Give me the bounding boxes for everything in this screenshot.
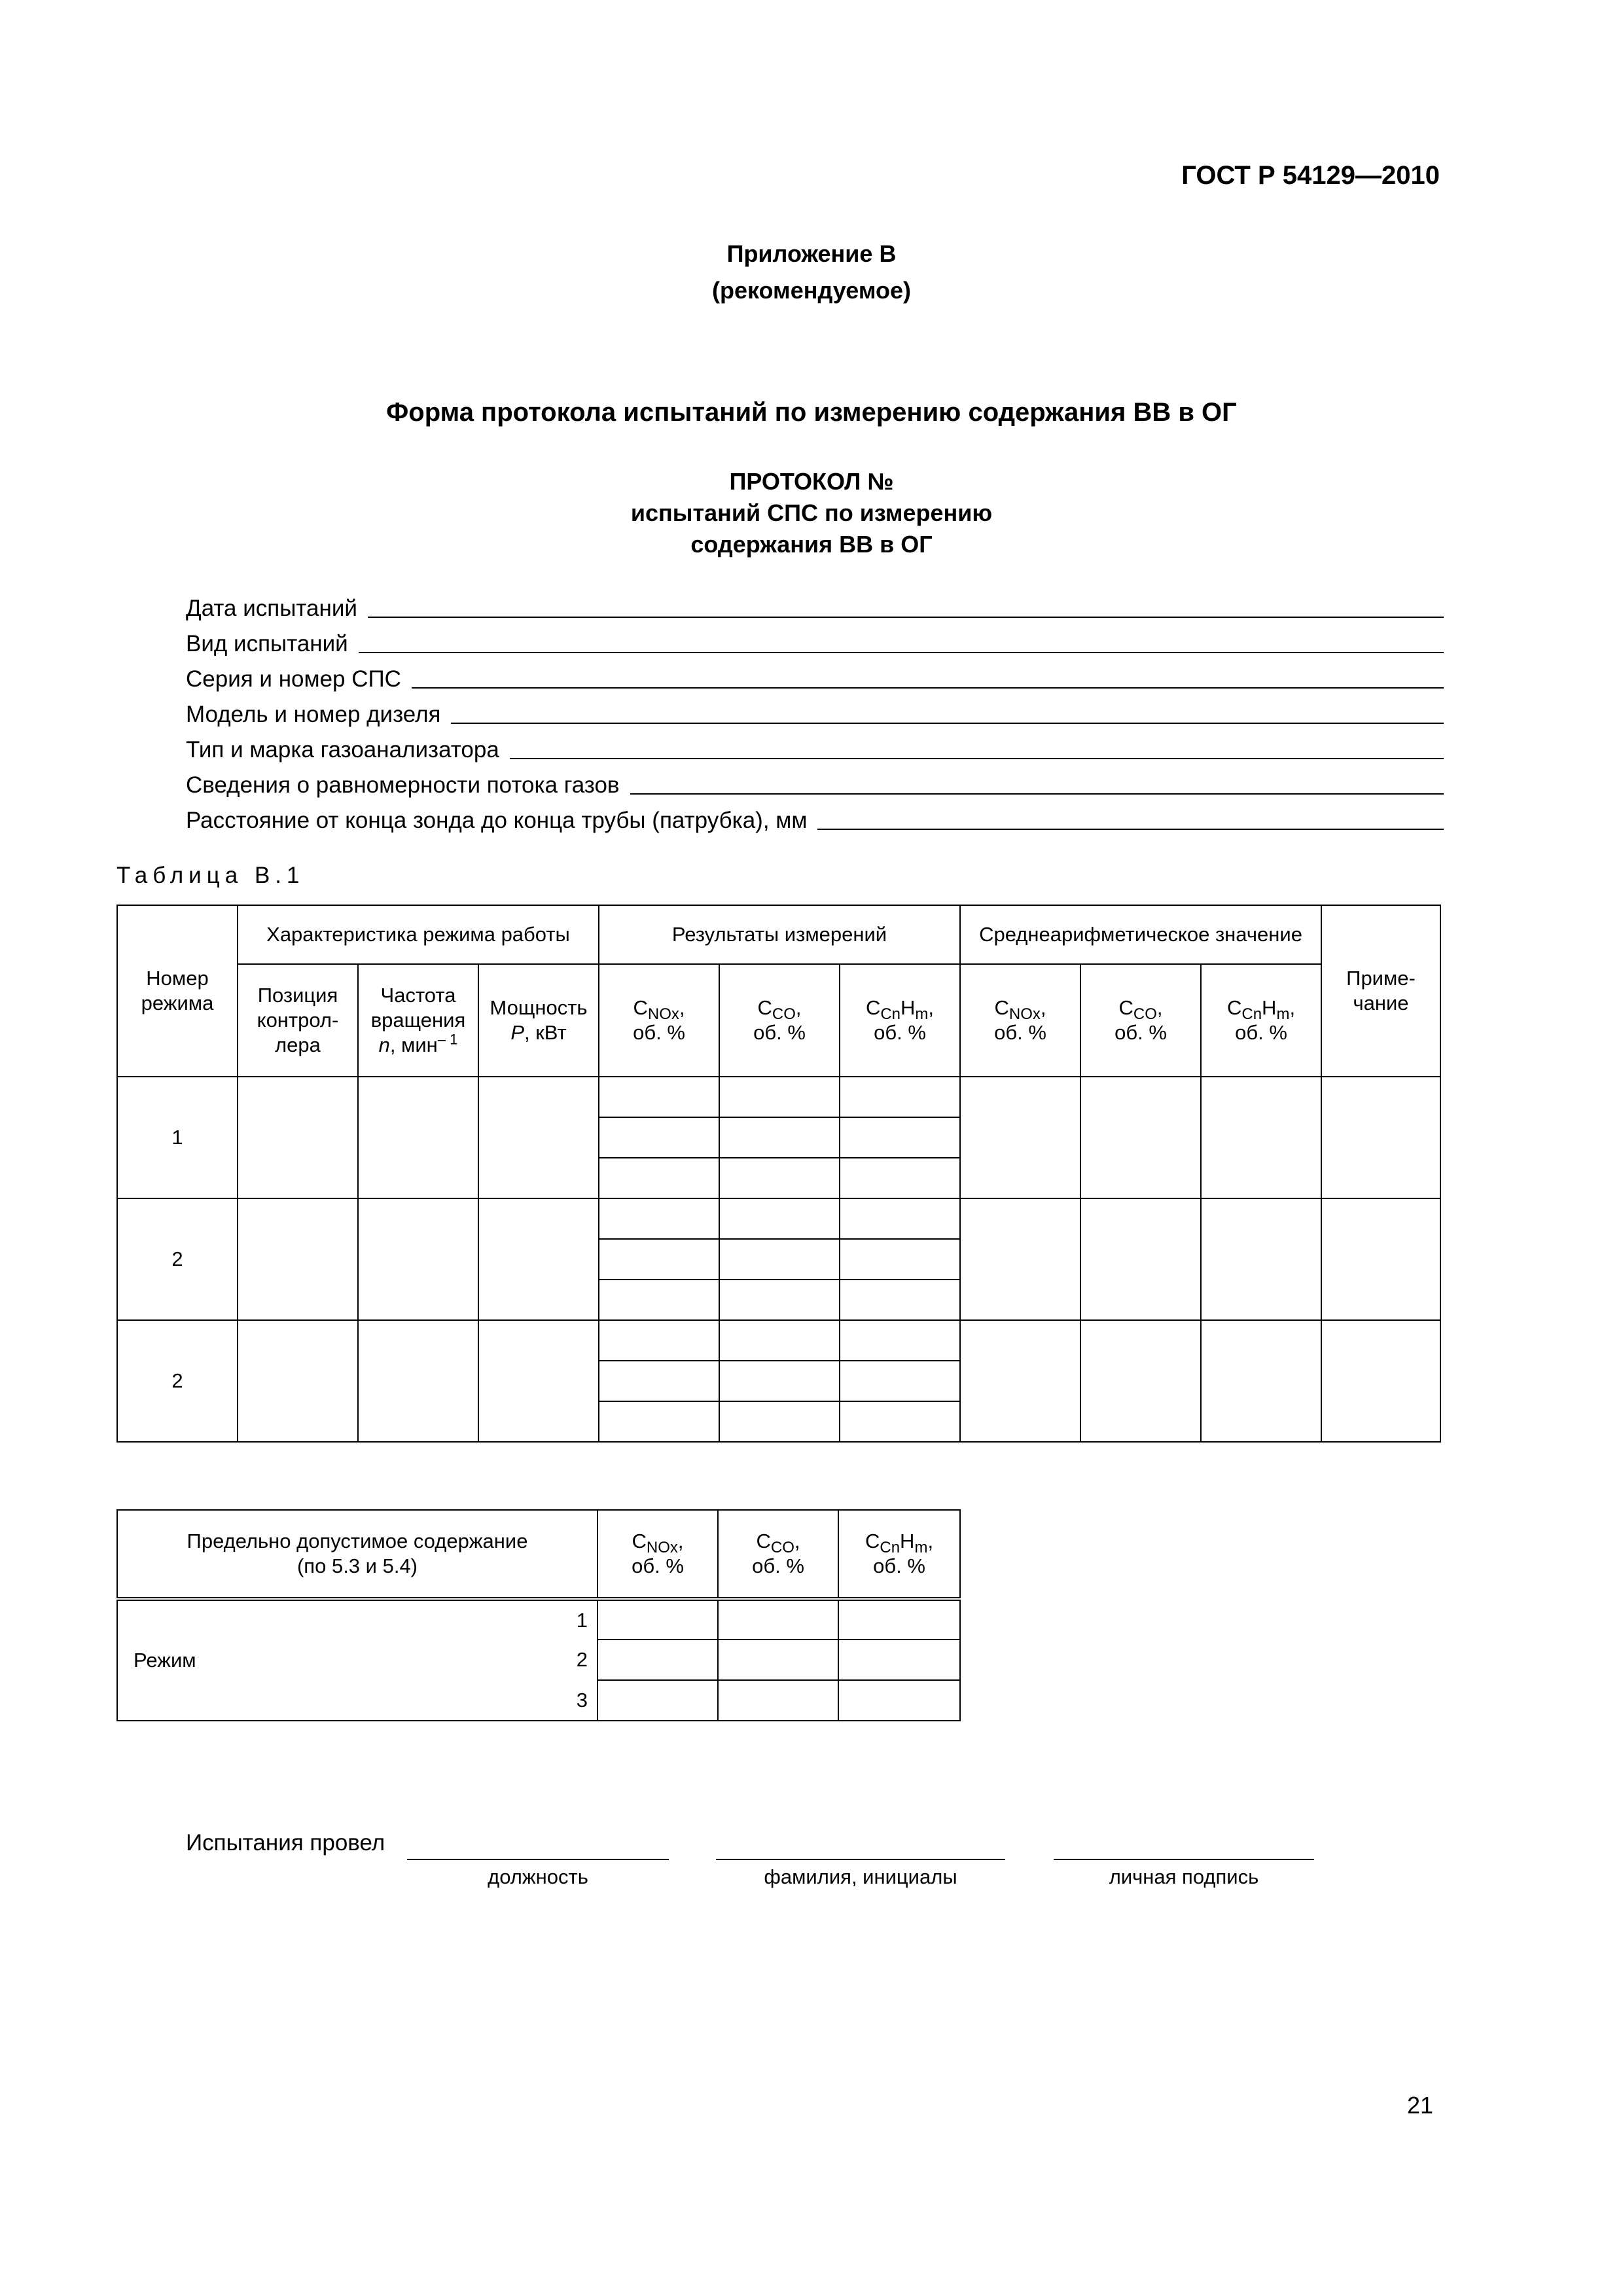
field-label: Вид испытаний <box>186 631 348 656</box>
cell[interactable] <box>597 1640 718 1680</box>
cell[interactable] <box>838 1680 960 1721</box>
field-test-type <box>186 622 1444 657</box>
nox-sub: NOx <box>1008 1005 1041 1024</box>
appendix-title: Приложение В <box>726 240 897 267</box>
cell[interactable] <box>840 1361 960 1401</box>
field-probe-distance <box>186 798 1444 834</box>
header-c-nox <box>599 964 719 1077</box>
cell[interactable] <box>1080 1320 1201 1442</box>
comma: , <box>677 1530 684 1552</box>
header-permissible-content <box>117 1510 597 1599</box>
nox-sub: NOx <box>647 1005 679 1024</box>
header-avg-c-cnhm <box>1201 964 1321 1077</box>
comma: , <box>1040 996 1046 1019</box>
cell[interactable] <box>599 1239 719 1280</box>
header-mode-characteristics: Характеристика режима работы <box>238 905 599 964</box>
m-sub: m <box>915 1005 929 1024</box>
comma: , <box>794 1530 800 1552</box>
cell[interactable] <box>718 1680 838 1721</box>
protocol-line-2: испытаний СПС по измерению <box>630 499 993 526</box>
protocol-line-3: содержания ВВ в ОГ <box>690 531 933 558</box>
cell[interactable] <box>718 1599 838 1640</box>
cell[interactable] <box>238 1320 358 1442</box>
header-c-co <box>719 964 840 1077</box>
cell[interactable] <box>599 1158 719 1198</box>
cell[interactable] <box>719 1077 840 1117</box>
cell[interactable] <box>1321 1198 1440 1320</box>
cell[interactable] <box>838 1640 960 1680</box>
name-line[interactable] <box>716 1857 1005 1860</box>
cell[interactable] <box>960 1077 1080 1198</box>
cell[interactable] <box>840 1280 960 1320</box>
cell[interactable] <box>960 1320 1080 1442</box>
co-sub: CO <box>1133 1005 1157 1024</box>
symbol-p: P <box>510 1021 525 1044</box>
fill-line[interactable] <box>510 732 1444 759</box>
form-title: Форма протокола испытаний по измерению содержания ВВ в ОГ <box>386 398 1237 427</box>
header-c-co <box>718 1510 838 1599</box>
cell[interactable] <box>478 1320 599 1442</box>
field-test-date <box>186 586 1444 622</box>
field-flow-uniformity <box>186 763 1444 798</box>
cell[interactable] <box>599 1280 719 1320</box>
comma: , <box>1156 996 1163 1019</box>
cell[interactable] <box>599 1361 719 1401</box>
c-letter: C <box>756 1530 771 1552</box>
cell[interactable] <box>358 1077 478 1198</box>
cell[interactable] <box>719 1320 840 1361</box>
fill-line[interactable] <box>368 590 1444 618</box>
cn-sub: Cn <box>1241 1005 1262 1024</box>
cell[interactable] <box>1080 1077 1201 1198</box>
fill-line[interactable] <box>412 661 1444 689</box>
cell[interactable] <box>599 1077 719 1117</box>
header-avg-c-co <box>1080 964 1201 1077</box>
cell[interactable] <box>478 1077 599 1198</box>
appendix-heading <box>0 236 1623 309</box>
cell[interactable] <box>599 1320 719 1361</box>
header-avg-c-nox <box>960 964 1080 1077</box>
nox-sub: NOx <box>646 1539 678 1557</box>
comma: , <box>795 996 802 1019</box>
cell[interactable] <box>238 1198 358 1320</box>
mode-number: 1 <box>477 1599 597 1640</box>
header-line-1: Предельно допустимое содержание <box>187 1530 528 1552</box>
signature-line[interactable] <box>1054 1857 1314 1860</box>
sign-caption: личная подпись <box>1109 1865 1259 1888</box>
c-letter: C <box>1118 996 1133 1019</box>
page-number: 21 <box>1406 2092 1433 2119</box>
fill-line[interactable] <box>817 802 1444 830</box>
cell[interactable] <box>718 1640 838 1680</box>
cell[interactable] <box>840 1117 960 1158</box>
cn-sub: Cn <box>880 1539 901 1557</box>
comma: , <box>928 996 935 1019</box>
cell[interactable] <box>1321 1320 1440 1442</box>
header-note: Приме-чание <box>1321 905 1440 1077</box>
m-sub: m <box>914 1539 928 1557</box>
mode-number: 3 <box>477 1680 597 1721</box>
symbol-n: n <box>378 1033 390 1056</box>
unit-text: , кВт <box>524 1021 567 1044</box>
fill-line[interactable] <box>359 626 1444 653</box>
cell[interactable] <box>358 1320 478 1442</box>
table-row <box>117 1599 960 1640</box>
co-sub: CO <box>770 1539 794 1557</box>
field-label: Модель и номер дизеля <box>186 702 441 727</box>
cell[interactable] <box>1201 1077 1321 1198</box>
cn-sub: Cn <box>880 1005 901 1024</box>
table-row <box>117 1320 1440 1361</box>
header-controller-position: Позиция контрол-лера <box>238 964 358 1077</box>
co-sub: CO <box>772 1005 796 1024</box>
name-caption: фамилия, инициалы <box>764 1865 957 1888</box>
m-sub: m <box>1276 1005 1290 1024</box>
unit: об. % <box>1235 1021 1287 1044</box>
cell[interactable] <box>840 1077 960 1117</box>
comma: , <box>679 996 685 1019</box>
header-power-label: Мощность <box>490 996 588 1019</box>
unit: об. % <box>874 1021 926 1044</box>
header-average-value: Среднеарифметическое значение <box>960 905 1321 964</box>
h-letter: H <box>1262 996 1277 1019</box>
header-power <box>478 964 599 1077</box>
protocol-title <box>0 466 1623 560</box>
cell[interactable] <box>1201 1320 1321 1442</box>
field-label: Расстояние от конца зонда до конца трубы (патрубка), мм <box>186 808 808 833</box>
protocol-fields <box>186 586 1444 834</box>
cell[interactable] <box>840 1239 960 1280</box>
cell[interactable] <box>840 1158 960 1198</box>
cell[interactable] <box>719 1198 840 1239</box>
header-power-unit-line <box>479 1020 598 1045</box>
h-letter: H <box>900 1530 915 1552</box>
cell[interactable] <box>1080 1198 1201 1320</box>
signature-block <box>186 1830 1397 1902</box>
cell[interactable] <box>1201 1198 1321 1320</box>
c-letter: C <box>865 1530 880 1552</box>
document-code: ГОСТ Р 54129—2010 <box>1181 161 1440 190</box>
mode-number: 2 <box>477 1640 597 1680</box>
header-c-cnhm <box>838 1510 960 1599</box>
field-label: Серия и номер СПС <box>186 666 401 692</box>
cell[interactable] <box>599 1117 719 1158</box>
header-measurement-results: Результаты измерений <box>599 905 960 964</box>
field-label: Дата испытаний <box>186 596 357 621</box>
header-rotation-frequency <box>358 964 478 1077</box>
table-row <box>117 1077 1440 1117</box>
cell[interactable] <box>719 1158 840 1198</box>
field-label: Тип и марка газоанализатора <box>186 737 499 762</box>
c-letter: C <box>632 1530 647 1552</box>
cell[interactable] <box>238 1077 358 1198</box>
header-rotation-unit-line <box>359 1033 478 1058</box>
table-caption: Таблица В.1 <box>116 863 305 888</box>
mode-number-cell: 2 <box>117 1198 238 1320</box>
c-letter: C <box>633 996 648 1019</box>
mode-number-cell: 2 <box>117 1320 238 1442</box>
cell[interactable] <box>719 1361 840 1401</box>
c-letter: C <box>757 996 772 1019</box>
header-c-cnhm <box>840 964 960 1077</box>
cell[interactable] <box>840 1198 960 1239</box>
position-line[interactable] <box>407 1857 669 1860</box>
mode-label: Режим <box>117 1599 477 1721</box>
cell[interactable] <box>599 1401 719 1442</box>
cell[interactable] <box>840 1401 960 1442</box>
cell[interactable] <box>719 1401 840 1442</box>
field-analyzer-type <box>186 728 1444 763</box>
limit-table <box>116 1509 961 1721</box>
comma: , <box>927 1530 934 1552</box>
measurement-table <box>116 905 1441 1443</box>
unit: об. % <box>752 1554 804 1577</box>
fill-line[interactable] <box>630 767 1444 795</box>
header-mode-number: Номер режима <box>117 905 238 1077</box>
cell[interactable] <box>960 1198 1080 1320</box>
cell[interactable] <box>719 1117 840 1158</box>
cell[interactable] <box>599 1198 719 1239</box>
signature-label: Испытания провел <box>186 1830 385 1856</box>
fill-line[interactable] <box>451 696 1444 724</box>
field-engine-model <box>186 692 1444 728</box>
c-letter: C <box>1226 996 1242 1019</box>
unit: об. % <box>994 1021 1046 1044</box>
protocol-line-1: ПРОТОКОЛ № <box>729 468 894 495</box>
cell[interactable] <box>719 1280 840 1320</box>
cell[interactable] <box>597 1680 718 1721</box>
cell[interactable] <box>478 1198 599 1320</box>
unit: об. % <box>632 1554 684 1577</box>
unit: об. % <box>1115 1021 1167 1044</box>
cell[interactable] <box>719 1239 840 1280</box>
cell[interactable] <box>1321 1077 1440 1198</box>
c-letter: C <box>865 996 881 1019</box>
header-line-2: (по 5.3 и 5.4) <box>296 1554 418 1577</box>
appendix-status: (рекомендуемое) <box>712 277 911 304</box>
cell[interactable] <box>597 1599 718 1640</box>
field-label: Сведения о равномерности потока газов <box>186 772 620 798</box>
h-letter: H <box>901 996 916 1019</box>
unit-text: , мин <box>389 1033 438 1056</box>
exponent: – 1 <box>437 1031 458 1048</box>
cell[interactable] <box>838 1599 960 1640</box>
header-rotation-label: Частота вращения <box>370 984 466 1031</box>
field-series-number <box>186 657 1444 692</box>
unit: об. % <box>753 1021 806 1044</box>
comma: , <box>1289 996 1296 1019</box>
table-row <box>117 1198 1440 1239</box>
unit: об. % <box>873 1554 925 1577</box>
c-letter: C <box>994 996 1009 1019</box>
unit: об. % <box>633 1021 685 1044</box>
position-caption: должность <box>488 1865 588 1888</box>
header-c-nox <box>597 1510 718 1599</box>
cell[interactable] <box>840 1320 960 1361</box>
cell[interactable] <box>358 1198 478 1320</box>
mode-number-cell: 1 <box>117 1077 238 1198</box>
